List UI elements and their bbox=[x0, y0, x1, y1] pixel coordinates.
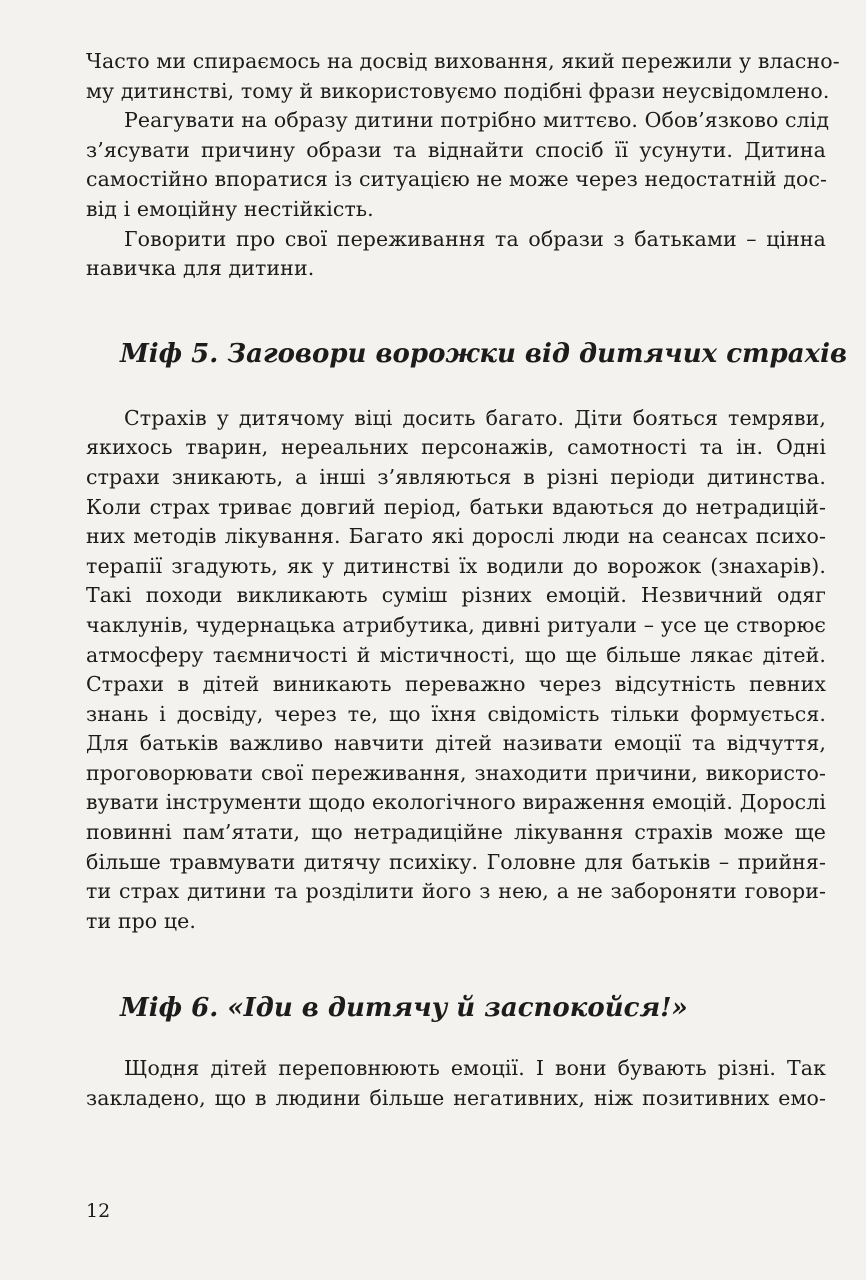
text-line: Для батьків важливо навчити дітей називати емоції та відчуття, bbox=[86, 731, 826, 756]
text-line: них методів лікування. Багато які дорослі люди на сеансах психо- bbox=[86, 524, 826, 549]
text-line: навичка для дитини. bbox=[86, 256, 315, 281]
text-line: Щодня дітей переповнюють емоції. І вони бувають різні. Так bbox=[124, 1056, 826, 1081]
text-line: самостійно впоратися із ситуацією не може через недостатній дос- bbox=[86, 167, 828, 192]
text-line: Страхів у дитячому віці досить багато. Діти бояться темряви, bbox=[124, 405, 826, 430]
paragraph-1 bbox=[86, 47, 840, 106]
text-line: Коли страх триває довгий період, батьки вдаються до нетрадицій- bbox=[86, 494, 826, 519]
page-number: 12 bbox=[86, 1200, 111, 1222]
text-line: більше травмувати дитячу психіку. Головне для батьків – прийня- bbox=[86, 849, 826, 874]
text-line: Реагувати на образу дитини потрібно миттєво. Обов’язково слід bbox=[124, 108, 830, 133]
text-line: знань і досвіду, через те, що їхня свідомість тільки формується. bbox=[86, 701, 826, 726]
text-line: Такі походи викликають суміш різних емоцій. Незвичний одяг bbox=[86, 583, 826, 608]
paragraph-2 bbox=[86, 106, 830, 224]
text-line: Часто ми спираємось на досвід виховання, який пережили у власно- bbox=[86, 49, 840, 73]
text-line: ти страх дитини та розділити його з нею, а не забороняти говори- bbox=[86, 879, 826, 904]
text-line: від і емоційну нестійкість. bbox=[86, 196, 374, 221]
text-line: повинні пам’ятати, що нетрадиційне лікування страхів може ще bbox=[86, 820, 826, 845]
text-line: проговорювати свої переживання, знаходити причини, використо- bbox=[86, 760, 826, 785]
text-line: терапії згадують, як у дитинстві їх водили до ворожок (знахарів). bbox=[86, 553, 826, 578]
heading-myth-6: Міф 6. «Іди в дитячу й заспокойся!» bbox=[120, 993, 688, 1024]
heading-myth-5: Міф 5. Заговори ворожки від дитячих страхів bbox=[120, 338, 848, 369]
text-line: чаклунів, чудернацька атрибутика, дивні ритуали – усе це створює bbox=[86, 612, 826, 637]
text-line: атмосферу таємничості й містичності, що ще більше лякає дітей. bbox=[86, 642, 826, 667]
paragraph-5 bbox=[86, 1054, 826, 1113]
text-line: з’ясувати причину образи та віднайти спосіб її усунути. Дитина bbox=[86, 137, 826, 162]
text-line: ти про це. bbox=[86, 908, 196, 933]
text-line: вувати інструменти щодо екологічного вираження емоцій. Дорослі bbox=[86, 790, 826, 815]
text-line: му дитинстві, тому й використовуємо подібні фрази неусвідомлено. bbox=[86, 78, 830, 103]
text-line: страхи зникають, а інші з’являються в різні періоди дитинства. bbox=[86, 464, 826, 489]
text-line: Говорити про свої переживання та образи з батьками – цінна bbox=[124, 226, 826, 251]
paragraph-3 bbox=[86, 225, 826, 284]
text-line: Страхи в дітей виникають переважно через відсутність певних bbox=[86, 672, 826, 697]
paragraph-4 bbox=[86, 404, 826, 937]
text-line: якихось тварин, нереальних персонажів, самотності та ін. Одні bbox=[86, 435, 826, 460]
text-line: закладено, що в людини більше негативних, ніж позитивних емо- bbox=[86, 1086, 826, 1111]
